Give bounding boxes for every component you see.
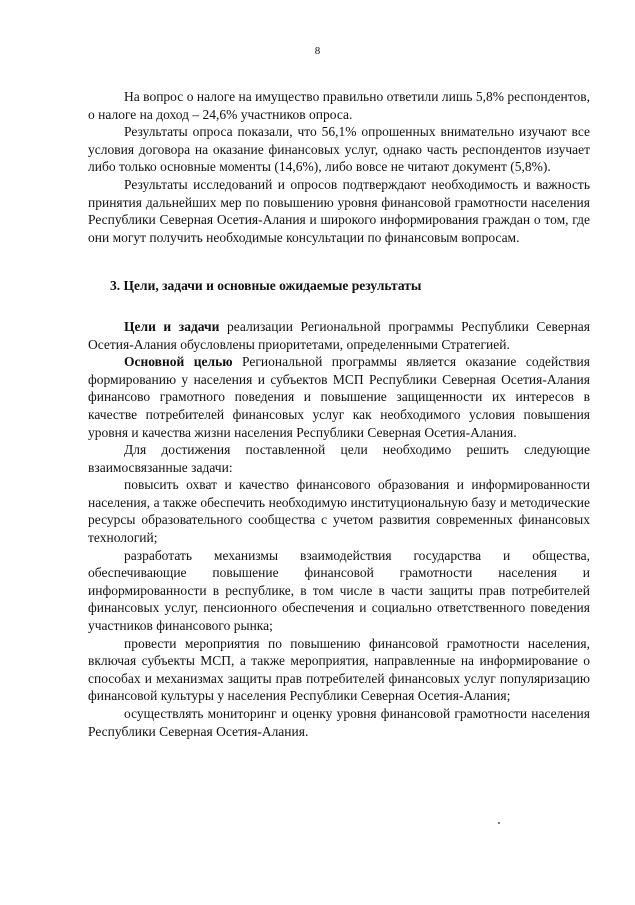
paragraph-goals-and-tasks: [88, 318, 590, 353]
paragraph-research-conclusion: Результаты исследований и опросов подтверждают необходимость и важность принятия дальнейших мер по повышению уровня финансовой грамотности населения Республики Северная Осетия-Алания и широкого информирования граждан о том, где они могут получить необходимые консультации по финансовым вопросам.: [88, 176, 590, 245]
main-goal-bold-term: Основной целью: [124, 354, 233, 370]
paragraph-survey-results: Результаты опроса показали, что 56,1% опрошенных внимательно изучают все условия договора на оказание финансовых услуг, однако часть респондентов изучает либо только основные моменты (14,6%), либо вовсе не читают документ (5,8%).: [88, 124, 590, 175]
page-content: [88, 88, 590, 740]
task-item: провести мероприятия по повышению финансовой грамотности населения, включая субъекты МСП, а также мероприятия, направленные на информирование о способах и механизмах защиты прав потребителей финансовых услуг популяризацию финансовой культуры у населения Республики Северная Осетия-Алания;: [88, 635, 590, 704]
page-number: 8: [314, 45, 321, 57]
paragraph-property-tax: На вопрос о налоге на имущество правильно ответили лишь 5,8% респондентов, о налоге на доход – 24,6% участников опроса.: [88, 89, 590, 122]
paragraph-main-goal: [88, 353, 590, 441]
scan-speck: [498, 822, 500, 824]
main-goal-text: Региональной программы является оказание содействия формированию у населения и субъектов МСП Республики Северная Осетия-Алания финансово грамотного поведения и повышение защищенности их интересов в качестве потребителей финансовых услуг как необходимого условия повышения уровня и качества жизни населения Республики Северная Осетия-Алания.: [88, 354, 590, 440]
task-item: разработать механизмы взаимодействия государства и общества, обеспечивающие повышение финансовой грамотности населения и информированности в республике, в том числе в части защиты прав потребителей финансовых услуг, пенсионного обеспечения и социально ответственного поведения участников финансового рынка;: [88, 547, 590, 634]
paragraph-tasks-intro: Для достижения поставленной цели необходимо решить следующие взаимосвязанные задачи:: [88, 442, 590, 475]
goals-bold-term: Цели и задачи: [124, 318, 220, 334]
task-item: повысить охват и качество финансового образования и информированности населения, а также обеспечить необходимую институциональную базу и методические ресурсы образовательного сообщества с учетом развития современных финансовых технологий;: [88, 477, 590, 546]
section-heading: 3. Цели, задачи и основные ожидаемые результаты: [110, 278, 422, 294]
goals-text: реализации Региональной программы Республики Северная Осетия-Алания обусловлены приоритетами, определенными Стратегией.: [88, 318, 591, 352]
task-item: осуществлять мониторинг и оценку уровня финансовой грамотности населения Республики Северная Осетия-Алания.: [88, 706, 590, 739]
